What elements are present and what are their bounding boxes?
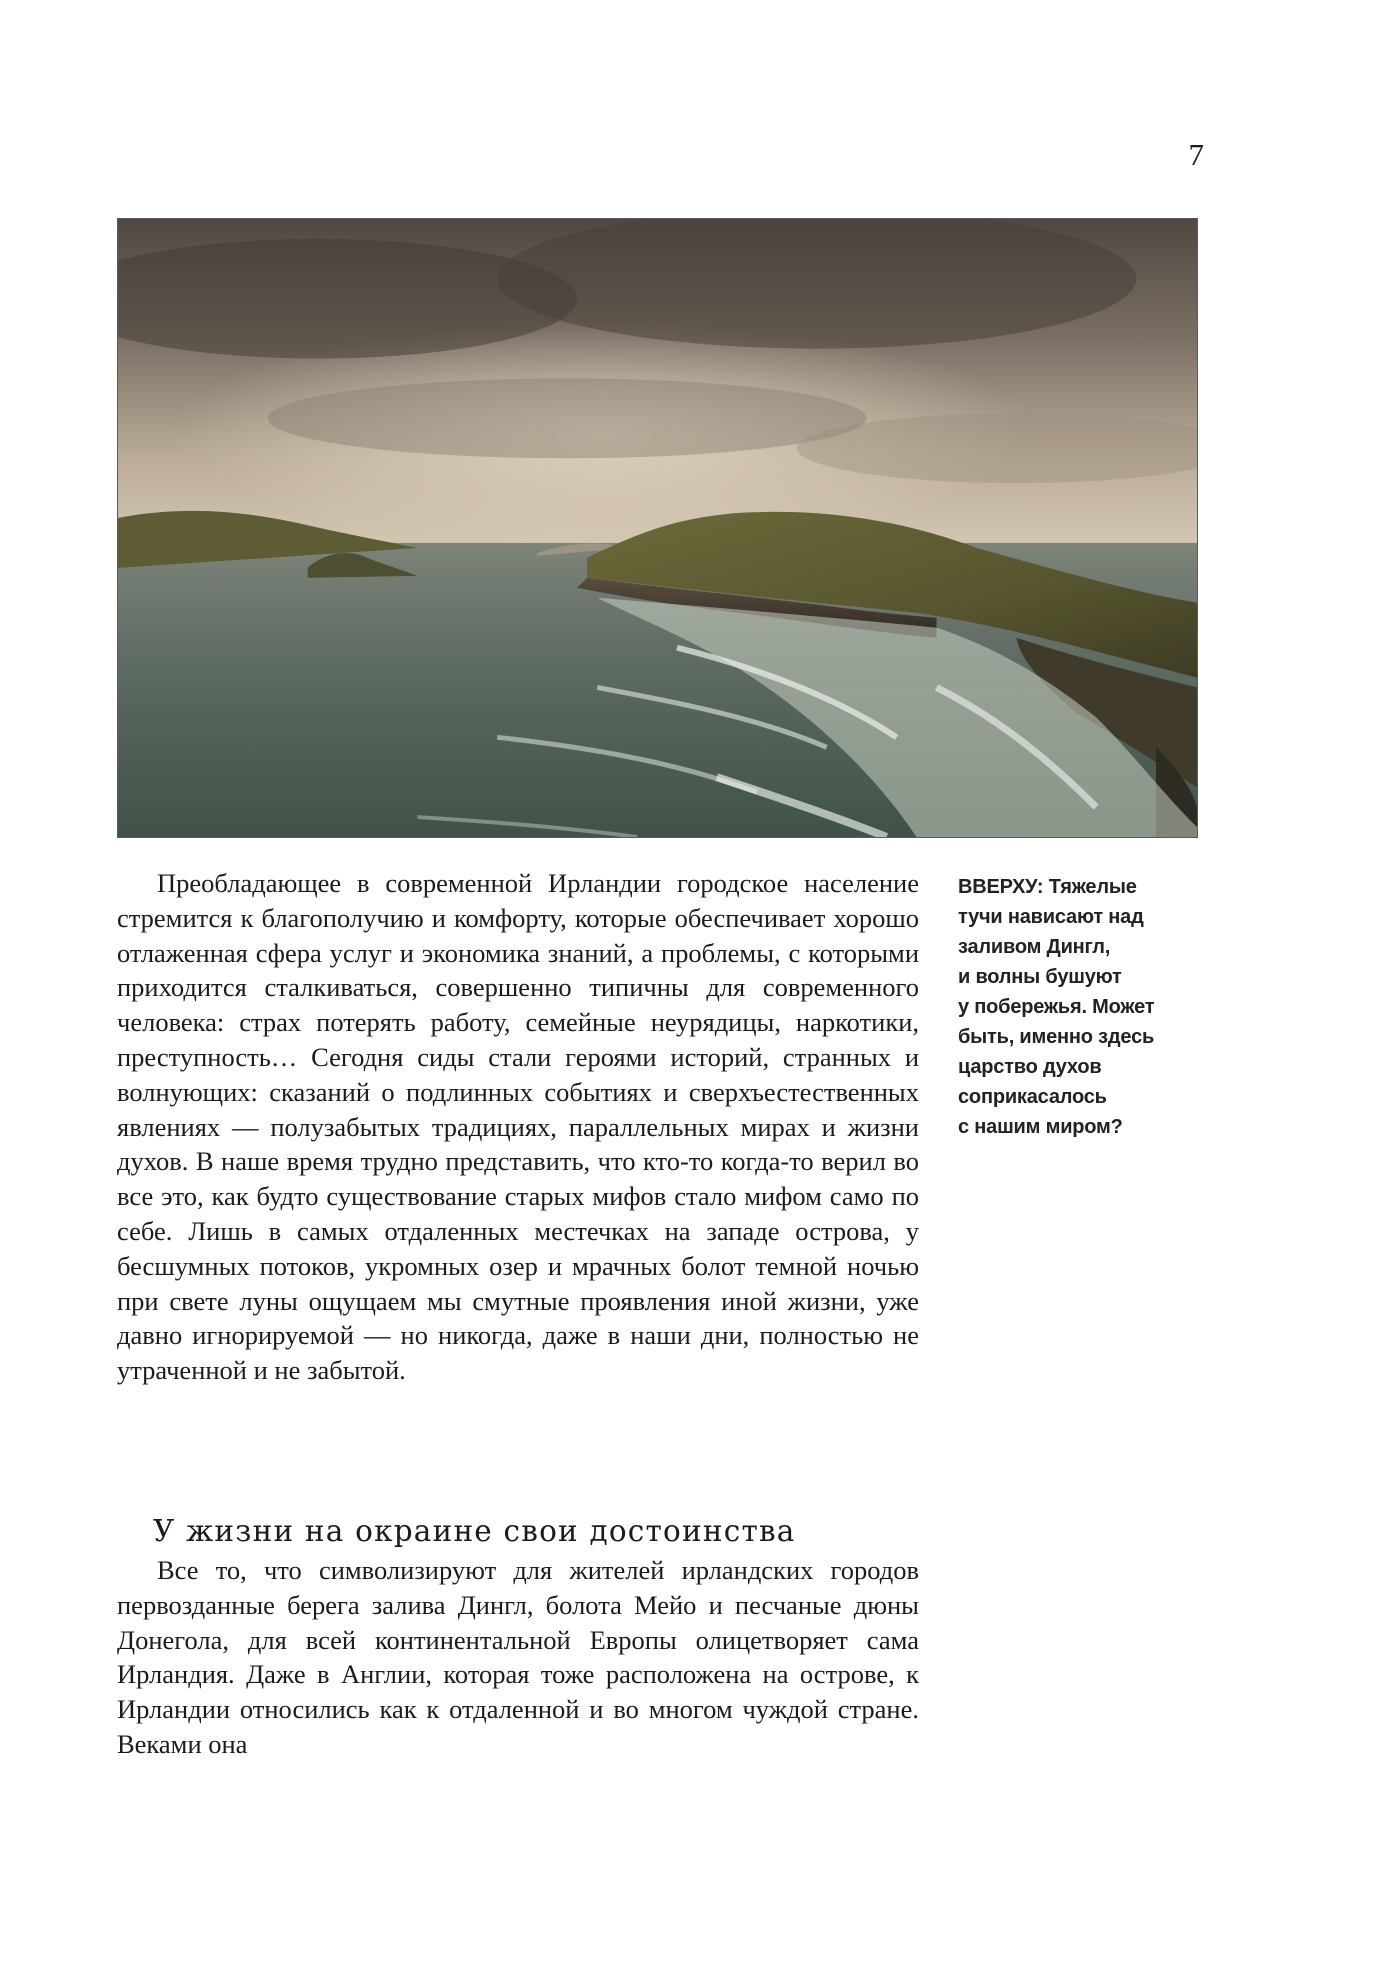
caption-line: соприкасалось bbox=[958, 1086, 1107, 1108]
caption-line: царство духов bbox=[958, 1056, 1102, 1078]
caption-label: ВВЕРХУ: bbox=[958, 876, 1044, 898]
caption-line: у побережья. Может bbox=[958, 996, 1155, 1018]
caption-line: Тяжелые bbox=[1048, 876, 1137, 898]
photo-caption bbox=[958, 872, 1188, 1142]
body-paragraph-2: Все то, что символизируют для жителей ирландских городов первозданные берега залива Дингл, болота Мейо и песчаные дюны Донегола, для всей континентальной Европы олицетворяет сама Ирландия. Даже в Англии, которая тоже расположена на острове, к Ирландии относились как к отдаленной и во многом чуждой стране. Веками она bbox=[117, 1555, 919, 1759]
caption-line: с нашим миром? bbox=[958, 1116, 1123, 1138]
photo-dingle-bay bbox=[117, 218, 1198, 838]
body-paragraph-1: Преобладающее в современной Ирландии городское население стремится к благополучию и комфорту, которые обеспечивает хорошо отлаженная сфера услуг и экономика знаний, а проблемы, с которыми приходится сталкиваться, совершенно типичны для современного человека: страх потерять работу, семейные неурядицы, наркотики, преступность… Сегодня сиды стали героями историй, странных и волнующих: сказаний о подлинных событиях и сверхъестественных явлениях — полузабытых традициях, параллельных мирах и жизни духов. В наше время трудно представить, что кто-то когда-то верил во все это, как будто существование старых мифов стало мифом само по себе. Лишь в самых отдаленных местечках на западе острова, у бесшумных потоков, укромных озер и мрачных болот темной ночью при свете луны ощущаем мы смутные проявления иной жизни, уже давно игнорируемой — но никогда, даже в наши дни, полностью не утраченной и не забытой. bbox=[117, 868, 919, 1386]
photo-illustration bbox=[118, 219, 1197, 837]
section-heading: У жизни на окраине свои достоинства bbox=[153, 1514, 796, 1548]
caption-line: и волны бушуют bbox=[958, 966, 1122, 988]
page-number: 7 bbox=[1188, 137, 1204, 172]
caption-line: быть, именно здесь bbox=[958, 1026, 1155, 1048]
caption-line: тучи нависают над bbox=[958, 906, 1144, 928]
caption-line: заливом Дингл, bbox=[958, 936, 1111, 958]
